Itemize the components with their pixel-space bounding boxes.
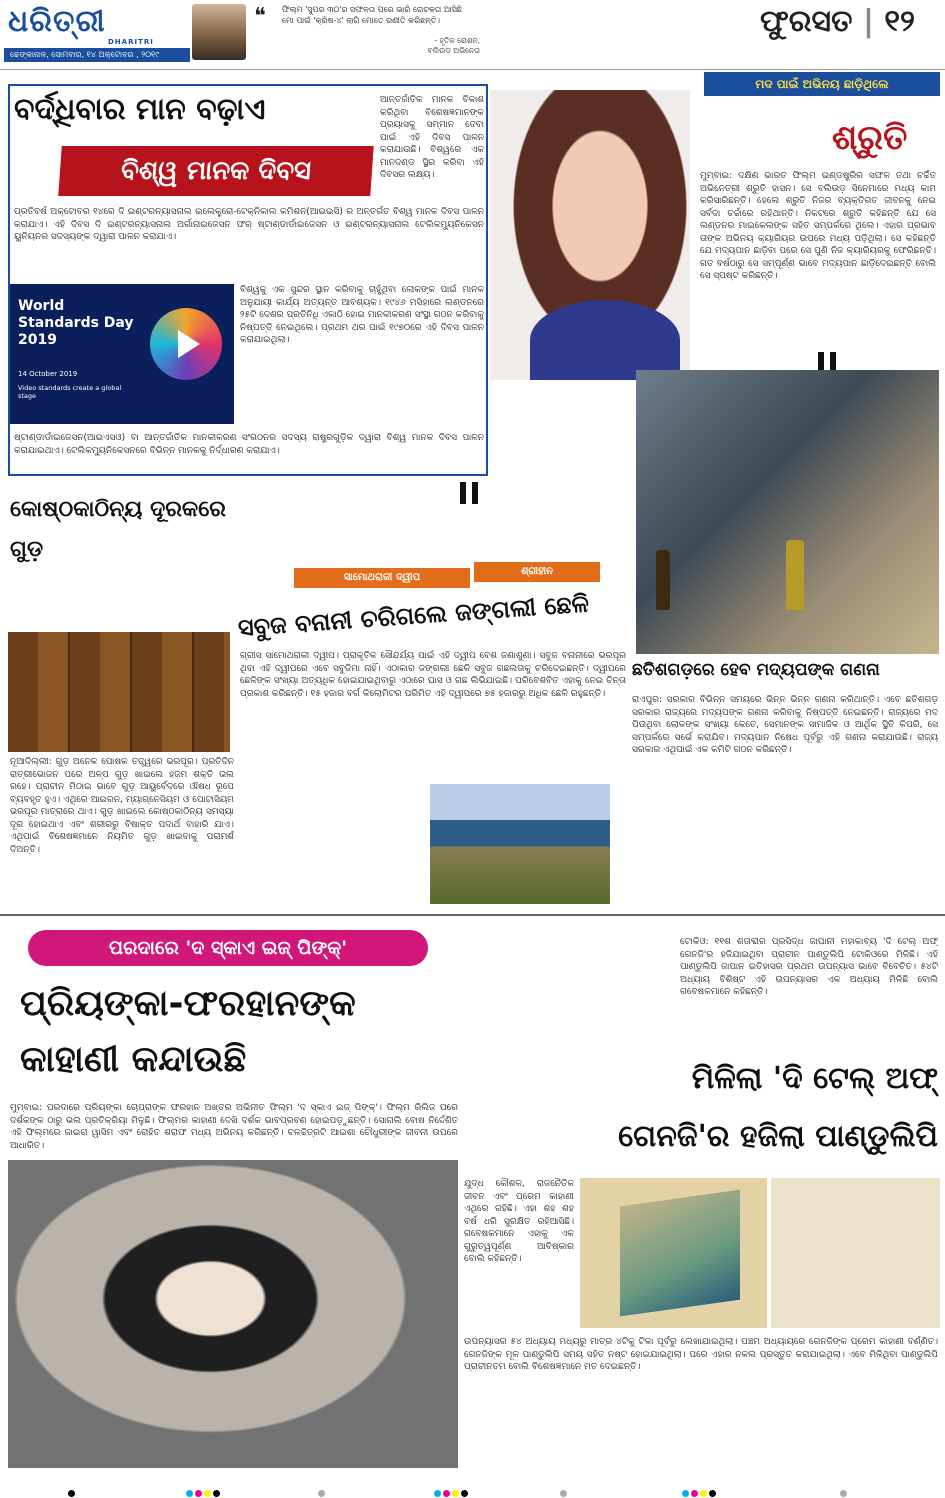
registration-marks [68, 1482, 77, 1492]
registration-marks [682, 1482, 718, 1492]
priyanka-headline [20, 976, 460, 1096]
priyanka-body: ମୁମ୍ବାଇ: ପରଦାରେ ପ୍ରିୟଙ୍କା ଚୋପ୍ରାଙ୍କ ଫରହାନ ଅଖ୍ତର ଅଭିନୀତ ଫିଲ୍ମ 'ଦ ସ୍କାଏ ଇଜ୍ ପିଙ୍କ୍'। ଫିଲ୍ମ ରିଲିଜ ପରେ ଦର୍ଶକଙ୍କ ଠାରୁ ଭଲ ପ୍ରତିକ୍ରିୟା ମିଳୁଛି। ଫିଲ୍ମର କାହାଣୀ ଦେଖି ଦର୍ଶକ ଭାବପ୍ରବଣ ହୋଇପଡ଼ୁଛନ୍ତି। ସୋନାଲି ବୋଷ ନିର୍ଦ୍ଦେଶିତ ଏହି ଫିଲ୍ମରେ ଜାଇରା ୱାସିମ ଏବଂ ରୋହିତ ଶରାଫ ମଧ୍ୟ ଅଭିନୟ କରିଛନ୍ତି। ଚଳଚ୍ଚିତ୍ରଟି ଆଇଶା ଚୌଧୁରୀଙ୍କ ଜୀବନୀ ଉପରେ ଆଧାରିତ। [10, 1103, 458, 1151]
genji-body-1: ଟୋକିଓ: ୧୧ଶ ଶତାବ୍ଦୀର ପ୍ରସିଦ୍ଧ ଜାପାନୀ ମହାକାବ୍ୟ 'ଦି ଟେଲ୍ ଅଫ୍ ଗେନଜି'ର ହଜିଯାଇଥିବା ପ୍ରାଚୀନ ପାଣ୍ଡୁଲିପି ଟୋକିଓରେ ମିଳିଛି। ଏହି ପାଣ୍ଡୁଲିପି ଜାପାନ ଇତିହାସର ପ୍ରଥମ ଉପନ୍ୟାସ ଭାବେ ବିବେଚିତ। ୫୪ଟି ଅଧ୍ୟାୟ ବିଶିଷ୍ଟ ଏହି ଉପନ୍ୟାସର ଏକ ଅଧ୍ୟାୟ ମିଳିଛି ବୋଲି ଗବେଷକମାନେ କହିଛନ୍ତି। [680, 937, 938, 997]
dateline: ଢେଙ୍କାନାଳ, ସୋମବାର, ୧୪ ଅକ୍ଟୋବର , ୨୦୧୯ [4, 48, 190, 62]
registration-marks [318, 1482, 327, 1492]
registration-marks [840, 1482, 849, 1492]
genji-headline-line1: ମିଳିଲା 'ଦି ଟେଲ୍ ଅଫ୍ [691, 1061, 938, 1096]
newspaper-logo [8, 4, 188, 46]
logo-subtext: DHARITRI [108, 38, 154, 46]
logo-text: ଧରିତ୍ରୀ [8, 4, 106, 39]
forest-strip-left: ସାମୋଥରାକୀ ଦ୍ୱୀପ [294, 568, 470, 588]
shruti-photo [490, 90, 690, 380]
quote-icon: ❝ [254, 4, 266, 29]
wsd-body-3: ବିଶ୍ୱକୁ ଏକ ସୁନ୍ଦର ସ୍ଥାନ କରିବାକୁ ଚାହୁଁଥିବା ଲୋକଙ୍କ ପାଇଁ ମାନକ ଅନୁଯାୟୀ କାର୍ଯ୍ୟ ଅତ୍ୟନ୍ତ ଆବଶ୍ୟକ। ୧୯୪୬ ମସିହାରେ ଲଣ୍ଡନରେ ୨୫ଟି ଦେଶର ପ୍ରତିନିଧି ଏକାଠି ହୋଇ ମାନକୀକରଣ ସଂସ୍ଥା ଗଠନ କରିବାକୁ ନିଷ୍ପତ୍ତି ନେଇଥିଲେ। ପ୍ରଥମ ଥର ପାଇଁ ୧୯୭୦ରେ ଏହି ଦିବସ ପାଳନ କରାଯାଇଥିଲା। [240, 285, 484, 345]
play-icon [150, 308, 222, 380]
genji-body-3: ଉପନ୍ୟାସର ୫୪ ଅଧ୍ୟାୟ ମଧ୍ୟରୁ ମାତ୍ର ୪ଟିକୁ ଟିକା ପୂର୍ବରୁ ଲେଖାଯାଇଥିଲା। ପଞ୍ଚମ ଅଧ୍ୟାୟରେ ଗେନଜିଙ୍କ ପ୍ରେମ କାହାଣୀ ବର୍ଣ୍ଣିତ। ଗେନଜିଙ୍କ ମୂଳ ପାଣ୍ଡୁଲିପି ସମୟ ସହିତ ନଷ୍ଟ ହୋଇଯାଇଥିଲା। ପରେ ଏହାର ନକଲ ପ୍ରସ୍ତୁତ କରାଯାଇଥିଲା। ଏବେ ମିଳିଥିବା ପାଣ୍ଡୁଲିପି ପ୍ରାଚୀନତମ ବୋଲି ବିଶେଷଜ୍ଞମାନେ ମତ ଦେଇଛନ୍ତି। [464, 1337, 938, 1372]
quote-credit-name: - ହୃତିକ ରୋଶନ, [434, 36, 480, 45]
wsd-body-4: ଷ୍ଟାଣ୍ଡାର୍ଡାଇଜେସନ(ଆଇଏସଓ) ବା ଆନ୍ତର୍ଜାତିକ ମାନକୀକରଣ ସଂଗଠନର ସଦସ୍ୟ ରାଷ୍ଟ୍ରଗୁଡ଼ିକ ଦ୍ୱାରା ବିଶ୍ୱ ମାନକ ଦିବସ ପାଳନ କରାଯାଇଥାଏ। ଟେଲିକମ୍ୟୁନିକେସନରେ ବିଭିନ୍ନ ମାନକକୁ ନିର୍ଦ୍ଧାରଣ କରାଯାଏ। [14, 433, 484, 456]
wsd-subhead: ବିଶ୍ୱ ମାନକ ଦିବସ [58, 146, 373, 196]
wsd-img-date: 14 October 2019 [18, 370, 78, 378]
quote-credit [340, 36, 480, 56]
section-name: ଫୁରସତ [760, 4, 853, 39]
page-number: ୧୨ [884, 4, 915, 39]
wsd-img-tagline: Video standards create a global stage [18, 384, 122, 400]
genji-headline [586, 1050, 938, 1174]
island-photo [430, 784, 610, 904]
priyanka-headline-line1: ପ୍ରିୟଙ୍କା-ଫରହାନଙ୍କ [20, 983, 356, 1024]
genji-body-2: ଯୁଦ୍ଧ କୌଶଳ, ରାଜନୈତିକ ଜୀବନ ଏବଂ ପ୍ରେମ କାହାଣୀ ଏଥିରେ ରହିଛି। ଏହା ଶହ ଶହ ବର୍ଷ ଧରି ସୁରକ୍ଷିତ ରହିଆସିଛି। ଗବେଷକମାନେ ଏହାକୁ ଏକ ଗୁରୁତ୍ୱପୂର୍ଣ୍ଣ ଆବିଷ୍କାର ବୋଲି କହିଛନ୍ତି। [464, 1179, 574, 1264]
shruti-body: ମୁମ୍ବାଇ: ଦକ୍ଷିଣ ଭାରତ ଫିଲ୍ମ ଇଣ୍ଡଷ୍ଟ୍ରିର ସଫଳ ତଥା ଚର୍ଚ୍ଚିତ ଅଭିନେତ୍ରୀ ଶ୍ରୁତି ହାସନ। ସେ ବଲିଉଡ଼ ସିନେମାରେ ମଧ୍ୟ କାମ କରିସାରିଛନ୍ତି। ହେଲେ ଶ୍ରୁତି ନିଜର ବ୍ୟକ୍ତିଗତ ଜୀବନକୁ ନେଇ ସର୍ବଦା ଚର୍ଚ୍ଚାରେ ରହିଥାନ୍ତି। ନିକଟରେ ଶ୍ରୁତି କହିଛନ୍ତି ଯେ ସେ ଲଣ୍ଡନର ମାଇକେଲଙ୍କ ସହିତ ସମ୍ପର୍କରେ ଥିଲେ। ଏହାର ପ୍ରଭାବ ତାଙ୍କ ଅଭିନୟ କ୍ୟାରିୟର ଉପରେ ମଧ୍ୟ ପଡ଼ିଥିଲା। ସେ କହିଛନ୍ତି ଯେ ମଦ୍ୟପାନ ଛାଡ଼ିବା ପରେ ସେ ପୁଣି ନିଜ କ୍ୟାରିୟରକୁ ଫେରିଛନ୍ତି। ଗତ ବର୍ଷଠାରୁ ସେ ସମ୍ପୂର୍ଣ୍ଣ ଭାବେ ମଦ୍ୟପାନ ଛାଡ଼ିଦେଇଛନ୍ତି ବୋଲି ସେ ସ୍ପଷ୍ଟ କରିଛନ୍ତି। [700, 171, 936, 281]
priyanka-farhan-photo [8, 1160, 458, 1468]
page-title [760, 4, 940, 44]
section-divider [460, 482, 466, 504]
section-divider [472, 482, 478, 504]
jaggery-body: ନୂଆଦିଲ୍ଲୀ: ଗୁଡ଼ ଅନେକ ପୋଷକ ତତ୍ତ୍ୱରେ ଭରପୂର। ପ୍ରତିଦିନ ରାତ୍ରୀଭୋଜନ ପରେ ଅଳ୍ପ ଗୁଡ଼ ଖାଇଲେ ହଜମ ଶକ୍ତି ଭଲ ରହେ। ପ୍ରାଚୀନ ମିଠାଇ ଭାବେ ଗୁଡ଼ ଆୟୁର୍ବେଦରେ ଔଷଧ ରୂପେ ବ୍ୟବହୃତ ହୁଏ। ଏଥିରେ ଆଇରନ, ମ୍ୟାଗ୍ନେସିୟମ ଓ ପୋଟାସିୟମ ଭରପୂର ମାତ୍ରାରେ ଥାଏ। ଗୁଡ଼ ଖାଇଲେ କୋଷ୍ଠକାଠିନ୍ୟ ସମସ୍ୟା ଦୂର ହୋଇଥାଏ ଏବଂ ଶରୀରରୁ ବିଷାକ୍ତ ପଦାର୍ଥ ବାହାରି ଯାଏ। ଏଥିପାଇଁ ବିଶେଷଜ୍ଞମାନେ ନିୟମିତ ଗୁଡ଼ ଖାଇବାକୁ ପରାମର୍ଶ ଦିଅନ୍ତି। [10, 757, 234, 855]
forest-headline: ସବୁଜ ବନାନୀ ଚରିଗଲେ ଜଙ୍ଗଲୀ ଛେଳି [237, 589, 590, 642]
genji-headline-line2: ଗେନଜି'ର ହଜିଲା ପାଣ୍ଡୁଲିପି [618, 1119, 938, 1154]
drunk-body: ରାଏପୁର: ସରକାର ବିଭିନ୍ନ ସମୟରେ ଭିନ୍ନ ଭିନ୍ନ ଗଣନା କରିଥାନ୍ତି। ଏବେ ଛତିଶଗଡ଼ ସରକାର ରାଜ୍ୟରେ ମଦ୍ୟପଙ୍କ ଗଣନା କରିବାକୁ ନିଷ୍ପତ୍ତି ନେଇଛନ୍ତି। ରାଜ୍ୟରେ ମଦ ପିଉଥିବା ଲୋକଙ୍କ ସଂଖ୍ୟା କେତେ, ସେମାନଙ୍କ ସାମାଜିକ ଓ ଆର୍ଥିକ ସ୍ଥିତି କିପରି, ସେ ସମ୍ପର୍କରେ ସର୍ଭେ କରାଯିବ। ମଦ୍ୟପାନ ନିଷେଧ ପୂର୍ବରୁ ଏହି ଗଣନା କରାଯାଉଛି। ରାଜ୍ୟ ସରକାର ଏଥିପାଇଁ ଏକ କମିଟି ଗଠନ କରିଛନ୍ତି। [632, 695, 938, 755]
horizontal-rule [0, 914, 945, 916]
shruti-name: ଶ୍ରୁତି [832, 118, 908, 158]
registration-marks [186, 1482, 222, 1492]
world-standards-day-graphic [10, 284, 234, 424]
quote-credit-role: ବଲିଉଡ଼ ଅଭିନେତା [427, 46, 480, 55]
registration-marks [560, 1482, 569, 1492]
title-separator: | [862, 4, 874, 39]
jaggery-photo [8, 632, 230, 752]
priyanka-headline-line2: କାହାଣୀ କନ୍ଦାଉଛି [20, 1039, 247, 1080]
forest-body-continued [240, 784, 424, 908]
wsd-img-title: World Standards Day 2019 [18, 298, 134, 348]
wsd-body-1: ପ୍ରତିବର୍ଷ ଅକ୍ଟୋବର ୧୪ରେ ଦି ଇଣ୍ଟରନ୍ୟାସନାଲ ଇଲେକ୍ଟ୍ରୋ-ଟେକ୍ନିକାଲ କମିଶନ(ଆଇଇସି) ର ଅନ୍ତର୍ଗତ ବିଶ୍ୱ ମାନକ ଦିବସ ପାଳନ କରାଯାଏ। ଏହି ଦିବସ ଦି ଇଣ୍ଟରନ୍ୟାସନାଲ ଅର୍ଗାନାଇଜେସନ ଫର୍ ଷ୍ଟାଣ୍ଡାର୍ଡାଇଜେସନ ଓ ଇଣ୍ଟରନ୍ୟାସନାଲ ଟେଲିକମ୍ୟୁନିକେସନ ୟୁନିୟନର ସଦସ୍ୟଙ୍କ ଦ୍ୱାରା ପାଳନ କରାଯାଏ। [14, 207, 484, 242]
shruti-label: ମଦ ପାଇଁ ଅଭିନୟ ଛାଡ଼ିଥିଲେ [704, 72, 940, 96]
drunk-headline: ଛତିଶଗଡ଼ରେ ହେବ ମଦ୍ୟପଙ୍କ ଗଣନା [632, 660, 880, 680]
movie-strip: ପରଦାରେ 'ଦ ସ୍କାଏ ଇଜ୍ ପିଙ୍କ୍' [28, 930, 428, 966]
bottle-icon [786, 540, 804, 610]
wsd-body-2: ଆନ୍ତର୍ଜାତିକ ମାନକ ବିକାଶ କରିଥିବା ବିଶେଷଜ୍ଞମାନଙ୍କ ପ୍ରୟାସକୁ ସମ୍ମାନ ଦେବା ପାଇଁ ଏହି ଦିବସ ପାଳନ କରାଯାଉଛି। ବିଶ୍ୱରେ ଏକ ମାନଦଣ୍ଡ ସ୍ଥିର କରିବା ଏହି ଦିବସର ଲକ୍ଷ୍ୟ। [380, 95, 484, 180]
genji-manuscript-photo [580, 1178, 940, 1328]
bottle-icon [656, 550, 670, 610]
masthead-quote: ଫିଲ୍ମ 'ସୁପର ୩୦'ର ସଫଳତା ପରେ ଭାରି ରୋଚକତା ଆସିଛି ମୋ ପାଇଁ 'କ୍ରିଷ-୪' ଲାଗି ମୋତେ ରଣୀତି କରିଛନ୍ତି। [282, 5, 462, 25]
drunk-man-photo [636, 370, 939, 654]
forest-body: ଗ୍ରୀସ ସାମୋଥରାକୀ ଦ୍ୱୀପ। ପ୍ରାକୃତିକ ସୌନ୍ଦର୍ଯ୍ୟ ପାଇଁ ଏହି ଦ୍ୱୀପ ବେଶ ଜଣାଶୁଣା। ସବୁଜ ବନାନୀରେ ଭରପୂର ଥିବା ଏହି ଦ୍ୱୀପରେ ଏବେ ସବୁଜିମା ନାହିଁ। ଏଠାକାର ଜଙ୍ଗଲୀ ଛେଳି ସବୁଜ ଗଛଲତାକୁ ଚରିଦେଇଛନ୍ତି। ଦ୍ୱୀପରେ ଛେଳିଙ୍କ ସଂଖ୍ୟା ଅତ୍ୟଧିକ ହୋଇଯାଇଥିବାରୁ ଏଠାରେ ଘାସ ଓ ଗଛ ଲିଭିଯାଇଛି। ପରିବେଶବିତ ଏହାକୁ ନେଇ ଚିନ୍ତା ପ୍ରକାଶ କରିଛନ୍ତି। ୧୫ ହଜାର ବର୍ଗ କିଲୋମିଟର ପରିମିତ ଏହି ଦ୍ୱୀପରେ ୭୫ ହଜାରରୁ ଅଧିକ ଛେଳି ରହୁଛନ୍ତି। [240, 651, 626, 699]
forest-strip-right: ଶ୍ରୀହୀନ [474, 562, 600, 582]
wsd-headline: ବର୍ଦ୍ଧିବାର ମାନ ବଢ଼ାଏ [14, 92, 266, 127]
jaggery-headline: କୋଷ୍ଠକାଠିନ୍ୟ ଦୂରକରେ ଗୁଡ଼ [10, 497, 226, 562]
hrithik-photo [192, 4, 246, 60]
registration-marks [434, 1482, 470, 1492]
